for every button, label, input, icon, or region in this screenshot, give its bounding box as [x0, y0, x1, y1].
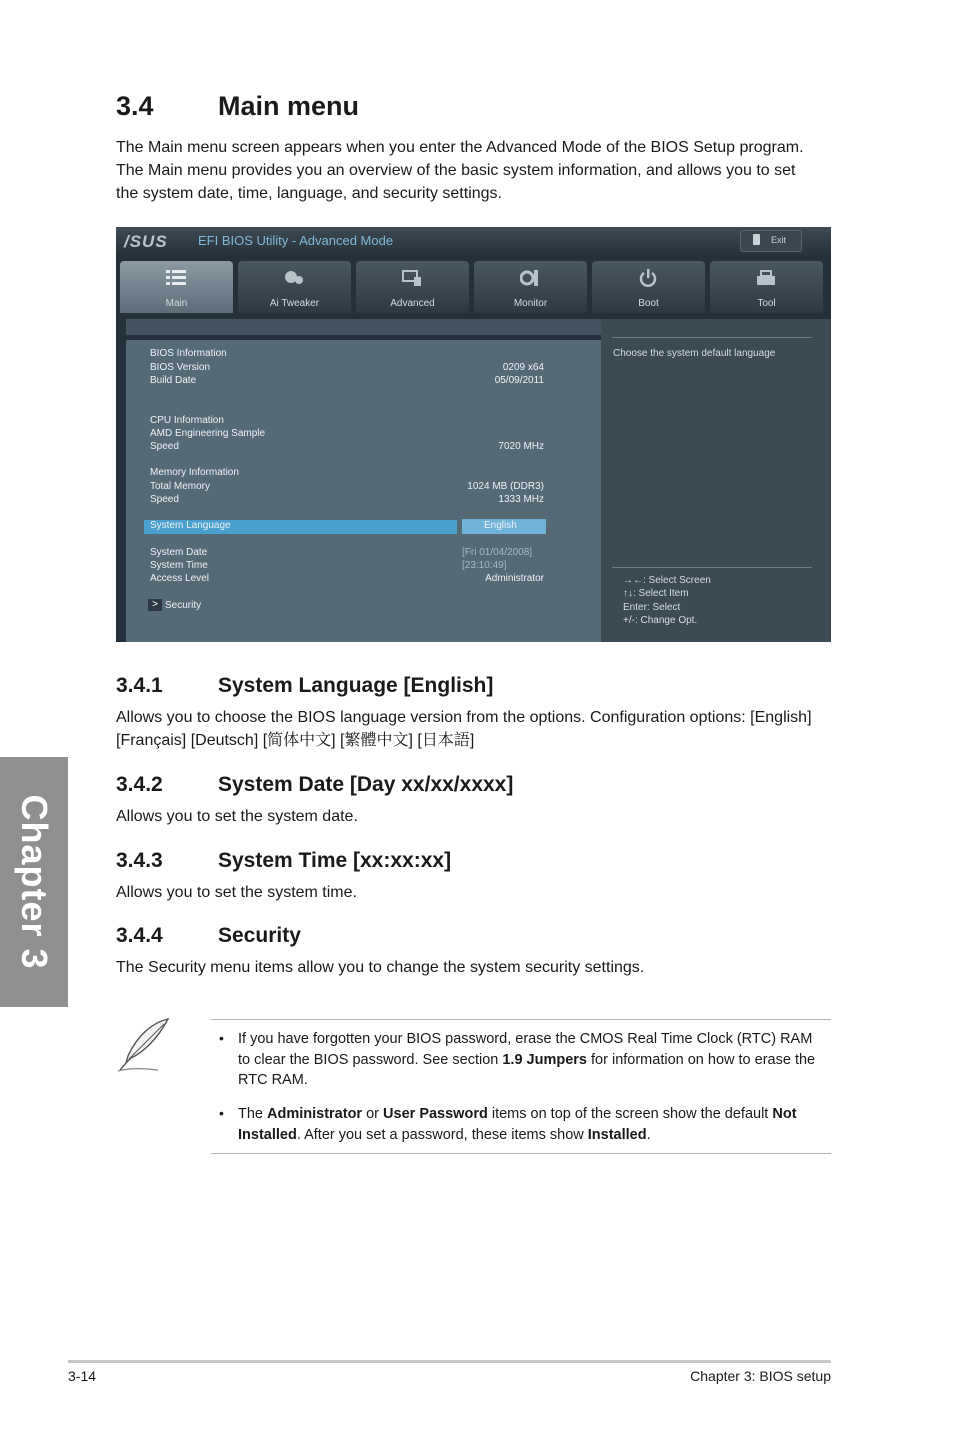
asus-logo: /SUS — [124, 232, 168, 251]
help-divider — [612, 337, 812, 338]
monitor-icon — [520, 269, 540, 287]
tab-ai-tweaker[interactable] — [238, 261, 351, 313]
key-hint-screen: →←: Select Screen — [623, 575, 711, 586]
access-level-label: Access Level — [150, 573, 209, 584]
tab-tool[interactable] — [710, 261, 823, 313]
tool-icon — [756, 269, 776, 287]
chapter-tab — [0, 757, 68, 1007]
subsection-heading-language — [116, 674, 493, 698]
note-bottom-rule — [211, 1153, 831, 1154]
subsection-text-time: Allows you to set the system time. — [116, 884, 357, 901]
advanced-icon — [402, 269, 422, 287]
subsection-text-security: The Security menu items allow you to change the system security settings. — [116, 959, 645, 976]
list-icon — [166, 269, 186, 287]
system-date-value[interactable]: [Fri 01/04/2008] — [462, 547, 533, 558]
bullet: • — [219, 1105, 224, 1121]
tab-advanced-label: Advanced — [390, 298, 435, 309]
cpu-speed-value: 7020 MHz — [498, 441, 544, 452]
section-intro: The Main menu screen appears when you enter the Advanced Mode of the BIOS Setup program. The Main menu provides you an overview of the basic system information, and allows you to set the system date, time, language, and security settings. — [116, 139, 804, 202]
section-heading — [116, 91, 359, 122]
bios-screenshot — [116, 227, 831, 642]
tab-main-label: Main — [165, 298, 188, 309]
subsection-number: 3.4.1 — [116, 674, 163, 697]
memory-speed-label: Speed — [150, 494, 179, 505]
tab-main[interactable] — [120, 261, 233, 313]
tab-ai-tweaker-label: Ai Tweaker — [269, 298, 320, 309]
page-number: 3-14 — [68, 1368, 97, 1384]
subsection-title: Security — [218, 924, 301, 947]
subsection-number: 3.4.4 — [116, 924, 163, 947]
tab-boot[interactable] — [592, 261, 705, 313]
security-menu-item[interactable]: Security — [165, 600, 202, 611]
system-time-label: System Time — [150, 560, 208, 571]
subsection-title: System Time [xx:xx:xx] — [218, 849, 452, 872]
power-icon — [638, 269, 658, 287]
key-hint-item: ↑↓: Select Item — [623, 588, 689, 599]
subsection-text-date: Allows you to set the system date. — [116, 808, 358, 825]
tab-tool-label: Tool — [757, 298, 776, 309]
memory-info-heading: Memory Information — [150, 467, 239, 478]
memory-speed-value: 1333 MHz — [498, 494, 544, 505]
bios-tab-bar — [120, 261, 827, 313]
key-hint-enter: Enter: Select — [623, 602, 681, 613]
exit-door-icon — [753, 234, 760, 245]
footer-rule — [68, 1360, 831, 1363]
access-level-value: Administrator — [485, 573, 544, 584]
submenu-arrow-icon: > — [148, 599, 162, 611]
bios-titlebar — [116, 227, 831, 255]
system-language-value: English — [484, 520, 517, 531]
bios-version-label: BIOS Version — [150, 362, 211, 373]
tab-monitor[interactable] — [474, 261, 587, 313]
tab-boot-label: Boot — [638, 298, 659, 309]
subsection-heading-time — [116, 849, 451, 873]
total-memory-value: 1024 MB (DDR3) — [467, 481, 544, 492]
exit-label: Exit — [771, 235, 787, 245]
total-memory-label: Total Memory — [150, 481, 211, 492]
subsection-number: 3.4.3 — [116, 849, 163, 872]
system-date-label: System Date — [150, 547, 208, 558]
cpu-name: AMD Engineering Sample — [150, 428, 266, 439]
bullet: • — [219, 1030, 224, 1046]
exit-button[interactable] — [740, 230, 802, 252]
tweaker-icon — [284, 269, 304, 287]
subsection-heading-security — [116, 924, 301, 948]
bios-version-value: 0209 x64 — [502, 362, 544, 373]
chapter-tab-label: Chapter 3 — [14, 794, 55, 970]
bios-title: EFI BIOS Utility - Advanced Mode — [198, 233, 394, 248]
system-language-label: System Language — [150, 520, 231, 531]
key-hint-change: +/-: Change Opt. — [623, 615, 698, 626]
help-text: Choose the system default language — [613, 348, 776, 359]
cpu-speed-label: Speed — [150, 441, 179, 452]
footer-chapter: Chapter 3: BIOS setup — [690, 1368, 831, 1384]
tab-monitor-label: Monitor — [513, 298, 548, 309]
subsection-title: System Language [English] — [218, 674, 494, 697]
note-top-rule — [211, 1019, 831, 1020]
cpu-info-heading: CPU Information — [150, 415, 224, 426]
subsection-heading-date — [116, 773, 513, 797]
feather-pen-icon — [114, 1016, 172, 1074]
section-number: 3.4 — [116, 91, 154, 121]
build-date-label: Build Date — [150, 375, 197, 386]
bios-info-heading: BIOS Information — [150, 348, 227, 359]
build-date-value: 05/09/2011 — [494, 375, 544, 386]
keys-divider — [612, 567, 812, 568]
subsection-title: System Date [Day xx/xx/xxxx] — [218, 773, 514, 796]
section-title: Main menu — [218, 91, 360, 121]
subsection-text-language: Allows you to choose the BIOS language version from the options. Configuration options: [English] [Français] [Deutsch] [简体中文] [繁體中文] [日本語] — [116, 709, 812, 749]
tab-advanced[interactable] — [356, 261, 469, 313]
note-item-password-reset: If you have forgotten your BIOS password, erase the CMOS Real Time Clock (RTC) RAM to clear the BIOS password. See section 1.9 Jumpers for information on how to erase the RTC RAM. — [238, 1031, 816, 1088]
subsection-number: 3.4.2 — [116, 773, 163, 796]
bios-left-header — [126, 319, 601, 335]
system-time-value[interactable]: [23:10:49] — [462, 560, 507, 571]
note-item-password-status: The Administrator or User Password items on top of the screen show the default Not Installed. After you set a password, these items show Installed. — [238, 1106, 797, 1143]
